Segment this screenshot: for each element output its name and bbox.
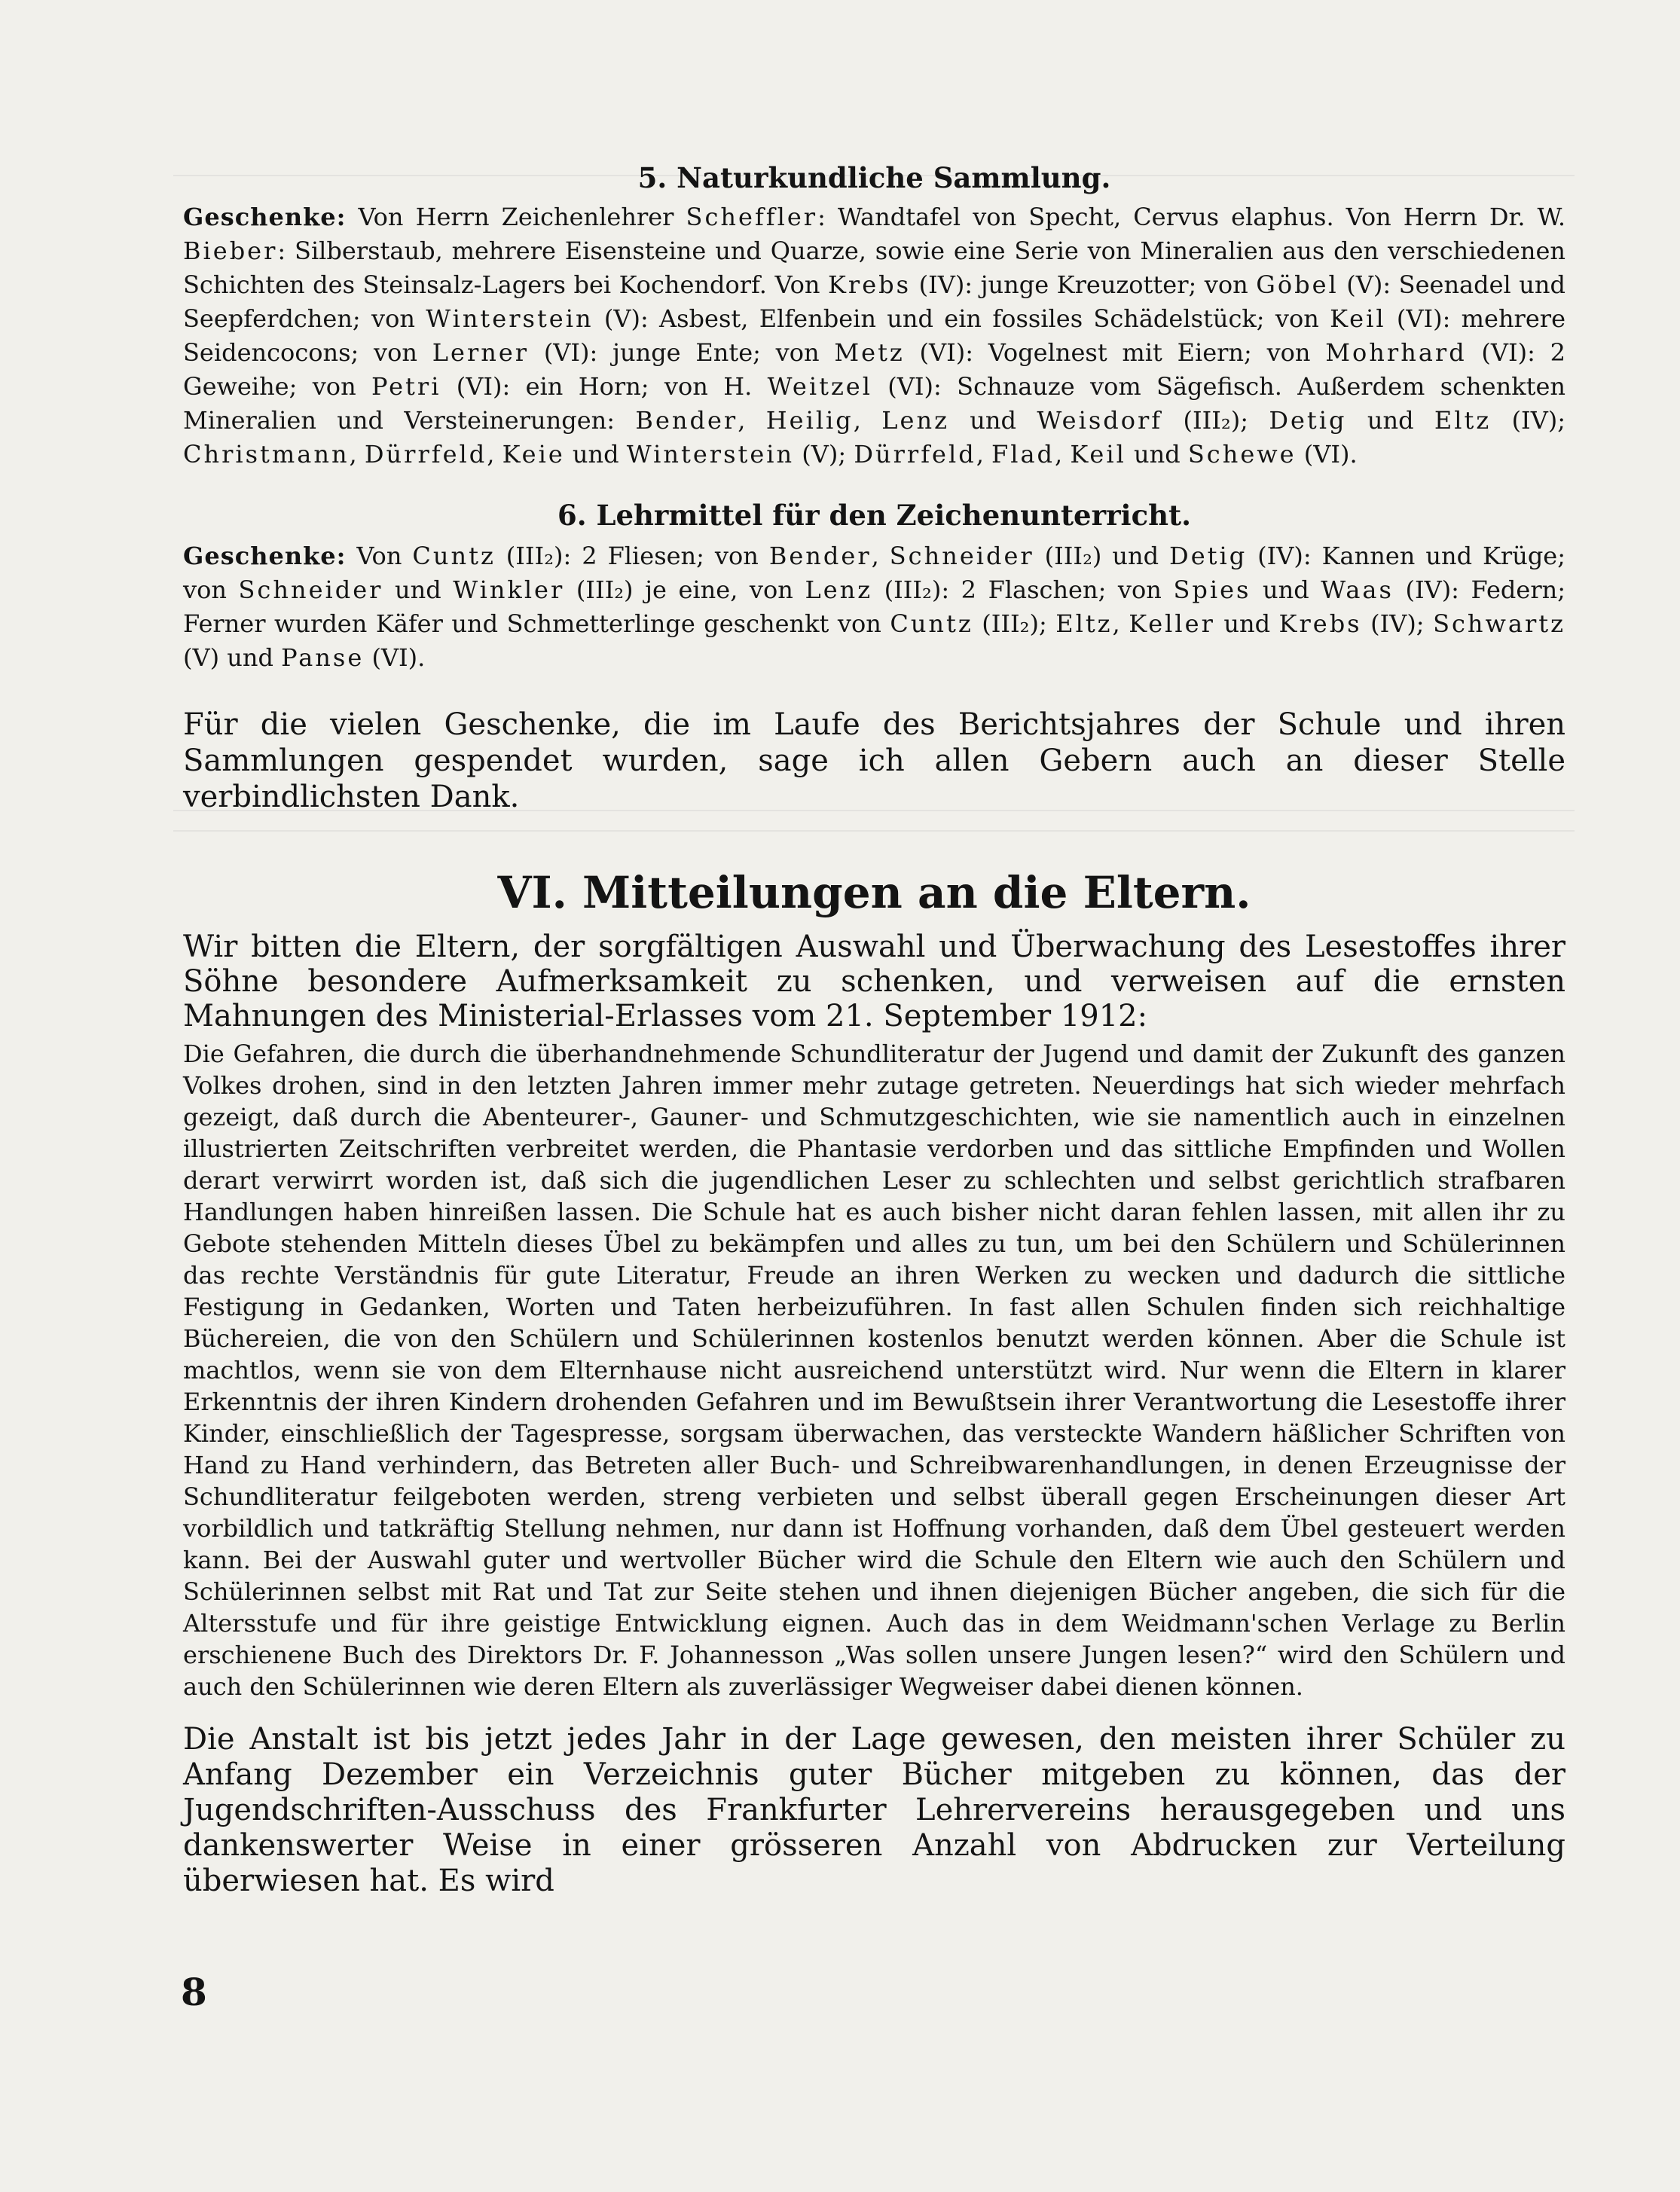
donor-name: Lenz bbox=[805, 575, 873, 604]
section-6-body bbox=[183, 542, 1565, 672]
donor-name: Eltz bbox=[1055, 609, 1113, 638]
section-vi-closing: Die Anstalt ist bis jetzt jedes Jahr in der Lage gewesen, den meisten ihrer Schüler zu Anfang Dezember ein Verzeichnis guter Bücher mitgeben zu können, das der Jugendschriften-Ausschuss des Frankfurter Lehrervereins herausgegeben und uns dankenswerter Weise in einer grösseren Anzahl von Abdrucken zur Verteilung überwiesen hat. Es wird bbox=[183, 1722, 1565, 1898]
donor-name: Schwartz bbox=[1433, 609, 1565, 638]
thanks-paragraph: Für die vielen Geschenke, die im Laufe des Berichtsjahres der Schule und ihren Sammlungen gespendet wurden, sage ich allen Gebern auch an dieser Stelle verbindlichsten Dank. bbox=[183, 707, 1565, 814]
donor-name: Dürrfeld bbox=[364, 440, 487, 469]
donor-name: Detig bbox=[1269, 406, 1347, 435]
section-6-label: Geschenke: bbox=[183, 542, 347, 570]
donor-name: Dürrfeld bbox=[854, 440, 976, 469]
text-run: (III₂) und bbox=[1034, 542, 1170, 570]
donor-name: Eltz bbox=[1434, 406, 1492, 435]
text-run: (VI): 2 Geweihe; von bbox=[183, 338, 1566, 401]
donor-name: Lerner bbox=[432, 338, 530, 367]
donor-name: Keie bbox=[502, 440, 565, 469]
text-run: (IV); bbox=[1491, 406, 1566, 435]
text-run: Von Herrn Zeichenlehrer bbox=[346, 203, 686, 231]
section-vi-heading: VI. Mitteilungen an die Eltern. bbox=[497, 867, 1251, 918]
donor-name: Cuntz bbox=[412, 542, 496, 570]
text-run: , bbox=[976, 440, 992, 469]
donor-name: Petri bbox=[371, 372, 441, 401]
text-run: (VI): Schnauze vom Sägefisch. Außerdem schenkten Mineralien und Versteinerungen: bbox=[183, 372, 1565, 435]
donor-name: Bieber bbox=[183, 237, 278, 265]
donor-name: Keller bbox=[1129, 609, 1215, 638]
section-lehrmittel-zeichenunterricht bbox=[183, 497, 1565, 675]
donor-name: Göbel bbox=[1256, 270, 1339, 299]
donor-name: Winterstein bbox=[626, 440, 795, 469]
text-run: (VI): mehrere Seidencocons; von bbox=[183, 304, 1566, 367]
donor-name: Christmann bbox=[183, 440, 350, 469]
text-run: (III₂): 2 Flaschen; von bbox=[872, 575, 1174, 604]
donor-name: Bender bbox=[635, 406, 738, 435]
donor-name: Cuntz bbox=[890, 609, 973, 638]
text-run: (III₂); bbox=[1162, 406, 1269, 435]
donor-name: Schewe bbox=[1187, 440, 1297, 469]
text-run: , bbox=[1112, 609, 1129, 638]
text-run: (III₂); bbox=[973, 609, 1056, 638]
text-run: (III₂): 2 Fliesen; von bbox=[495, 542, 769, 570]
text-run: und bbox=[1214, 609, 1279, 638]
text-run: (IV): Federn; Ferner wurden Käfer und Schmetterlinge geschenkt von bbox=[183, 575, 1566, 638]
text-run: , bbox=[853, 406, 882, 435]
section-mitteilungen-eltern bbox=[183, 866, 1565, 1899]
text-run: , bbox=[349, 440, 365, 469]
donor-name: Metz bbox=[834, 338, 905, 367]
section-vi-intro: Wir bitten die Eltern, der sorgfältigen Auswahl und Überwachung des Lesestoffes ihrer Söhne besondere Aufmerksamkeit zu schenken, und verweisen auf die ernsten Mahnungen des Ministerial-Erlasses vom 21. September 1912: bbox=[183, 930, 1565, 1033]
donor-name: Keil bbox=[1070, 440, 1126, 469]
donor-name: Weitzel bbox=[767, 372, 872, 401]
section-5-body bbox=[183, 203, 1565, 469]
text-run: (VI). bbox=[1296, 440, 1358, 469]
text-run: Von bbox=[346, 542, 413, 570]
donor-name: Waas bbox=[1321, 575, 1394, 604]
donor-name: Schneider bbox=[238, 575, 383, 604]
text-run: (V) und bbox=[183, 643, 282, 672]
donor-name: Bender bbox=[768, 542, 872, 570]
donor-name: Heilig bbox=[765, 406, 854, 435]
thanks-block bbox=[183, 707, 1565, 815]
text-run: und bbox=[948, 406, 1037, 435]
section-5-heading: 5. Naturkundliche Sammlung. bbox=[637, 161, 1111, 194]
text-run: (IV); bbox=[1361, 609, 1434, 638]
text-run: , bbox=[871, 542, 890, 570]
donor-name: Lenz bbox=[881, 406, 949, 435]
donor-name: Detig bbox=[1169, 542, 1248, 570]
text-run: (VI). bbox=[364, 643, 426, 672]
text-run: und bbox=[564, 440, 627, 469]
donor-name: Flad bbox=[991, 440, 1055, 469]
donor-name: Krebs bbox=[1278, 609, 1362, 638]
donor-name: Winterstein bbox=[426, 304, 594, 333]
donor-name: Keil bbox=[1330, 304, 1386, 333]
donor-name: Mohrhard bbox=[1325, 338, 1467, 367]
section-5-text bbox=[183, 200, 1565, 472]
text-run: : Silberstaub, mehrere Eisensteine und Quarze, sowie eine Serie von Mineralien aus den verschiedenen Schichten des Steinsalz-Lagers bei Kochendorf. Von bbox=[183, 237, 1565, 299]
text-run: : Wandtafel von Specht, Cervus elaphus. Von Herrn Dr. W. bbox=[817, 203, 1566, 231]
ministerial-decree-quote: Die Gefahren, die durch die überhandnehmende Schundliteratur der Jugend und damit der Zukunft des ganzen Volkes drohen, sind in den letzten Jahren immer mehr zutage getreten. Neuerdings hat sich wieder mehrfach gezeigt, daß durch die Abenteurer-, Gauner- und Schmutzgeschichten, wie sie namentlich auch in einzelnen illustrierten Zeitschriften verbreitet werden, die Phantasie verdorben und das sittliche Empfinden und Wollen derart verwirrt worden ist, daß sich die jugendlichen Leser zu schlechten und selbst gerichtlich strafbaren Handlungen haben hinreißen lassen. Die Schule hat es auch bisher nicht daran fehlen lassen, mit allen ihr zu Gebote stehenden Mitteln dieses Übel zu bekämpfen und alles zu tun, um bei den Schülern und Schülerinnen das rechte Verständnis für gute Literatur, Freude an ihren Werken zu wecken und dadurch die sittliche Festigung in Gedanken, Worten und Taten herbeizuführen. In fast allen Schulen finden sich reichhaltige Büchereien, die von den Schülern und Schülerinnen kostenlos benutzt werden können. Aber die Schule ist machtlos, wenn sie von dem Elternhause nicht ausreichend unterstützt wird. Nur wenn die Eltern in klarer Erkenntnis der ihren Kindern drohenden Gefahren und im Bewußtsein ihrer Verantwortung die Lesestoffe ihrer Kinder, einschließlich der Tagespresse, sorgsam überwachen, das versteckte Wandern häßlicher Schriften von Hand zu Hand verhindern, das Betreten aller Buch- und Schreibwarenhandlungen, in denen Erzeugnisse der Schundliteratur feilgeboten werden, streng verbieten und selbst überall gegen Erscheinungen dieser Art vorbildlich und tatkräftig Stellung nehmen, nur dann ist Hoffnung vorhanden, daß dem Übel gesteuert werden kann. Bei der Auswahl guter und wertvoller Bücher wird die Schule den Eltern wie auch den Schülern und Schülerinnen selbst mit Rat und Tat zur Seite stehen und ihnen diejenigen Bücher angeben, die sich für die Altersstufe und für ihre geistige Entwicklung eignen. Auch das in dem Weidmann'schen Verlage zu Berlin erschienene Buch des Direktors Dr. F. Johannesson „Was sollen unsere Jungen lesen?“ wird den Schülern und auch den Schülerinnen wie deren Eltern als zuverlässiger Wegweiser dabei dienen können. bbox=[183, 1040, 1565, 1701]
donor-name: Spies bbox=[1173, 575, 1251, 604]
text-run: und bbox=[1126, 440, 1188, 469]
section-5-label: Geschenke: bbox=[183, 203, 347, 231]
text-run: (IV): junge Kreuzotter; von bbox=[911, 270, 1257, 299]
text-run: (VI): junge Ente; von bbox=[529, 338, 835, 367]
text-run: , bbox=[1055, 440, 1071, 469]
text-run: (III₂) je eine, von bbox=[564, 575, 805, 604]
text-run: (V); bbox=[794, 440, 854, 469]
text-run: und bbox=[383, 575, 454, 604]
text-run: (V): Asbest, Elfenbein und ein fossiles Schädelstück; von bbox=[593, 304, 1330, 333]
text-run: (V): Seenadel und Seepferdchen; von bbox=[183, 270, 1565, 333]
text-run: , bbox=[738, 406, 766, 435]
donor-name: Winkler bbox=[453, 575, 565, 604]
donor-name: Krebs bbox=[828, 270, 912, 299]
text-run: , bbox=[487, 440, 502, 469]
page-number: 8 bbox=[181, 1970, 207, 2014]
donor-name: Weisdorf bbox=[1037, 406, 1163, 435]
text-run: (VI): Vogelnest mit Eiern; von bbox=[904, 338, 1326, 367]
donor-name: Schneider bbox=[889, 542, 1034, 570]
donor-name: Scheffler bbox=[686, 203, 818, 231]
section-6-text bbox=[183, 539, 1565, 675]
bleed-through-line bbox=[173, 830, 1575, 832]
donor-name: Panse bbox=[281, 643, 365, 672]
text-run: (VI): ein Horn; von H. bbox=[441, 372, 768, 401]
text-run: und bbox=[1346, 406, 1434, 435]
text-run: (IV): Kannen und Krüge; von bbox=[183, 542, 1566, 604]
section-naturkundliche-sammlung bbox=[183, 160, 1565, 472]
section-6-heading: 6. Lehrmittel für den Zeichenunterricht. bbox=[557, 499, 1192, 532]
text-run: und bbox=[1251, 575, 1321, 604]
